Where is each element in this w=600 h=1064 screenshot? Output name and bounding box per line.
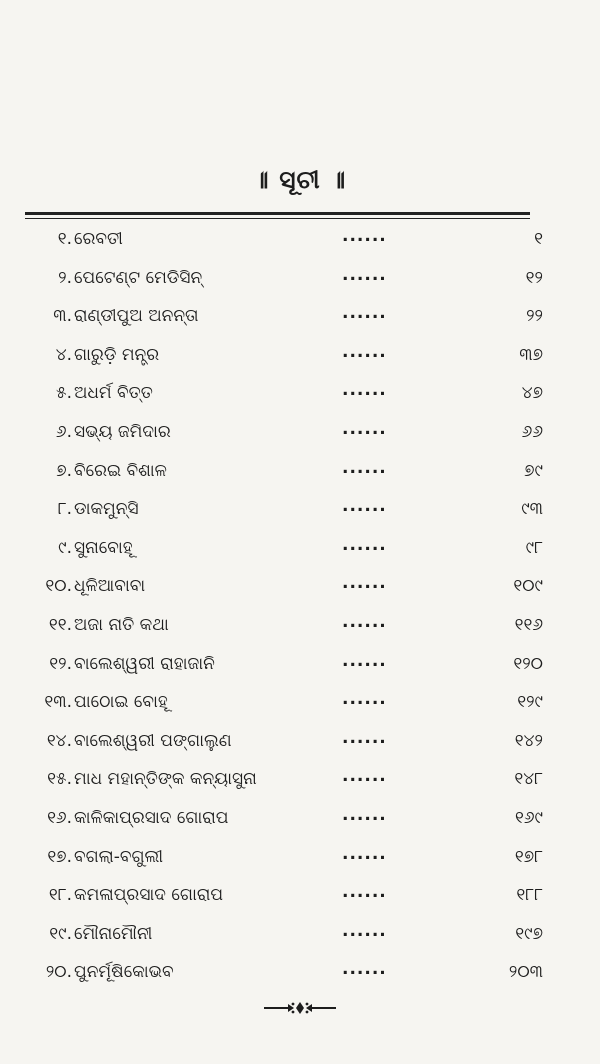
toc-entry-page: ୧୨୦ <box>513 653 543 674</box>
toc-entry <box>0 261 600 300</box>
toc-entry-number: ୬. <box>55 421 72 442</box>
toc-entry-leader: ...... <box>342 496 387 517</box>
toc-entry-leader: ...... <box>342 573 387 594</box>
toc-entry-title: ଗାରୁଡ଼ି ମନ୍ତ୍ର <box>74 344 160 365</box>
toc-entry <box>0 338 600 377</box>
toc-entry-title: ସଭ୍ୟ ଜମିଦାର <box>74 421 171 442</box>
toc-entry-title: କାଳିକାପ୍ରସାଦ ଗୋରାପ <box>74 807 229 828</box>
toc-entry-title: ଧୂଳିଆବାବା <box>74 576 146 597</box>
toc-entry <box>0 492 600 531</box>
title-rule-thick <box>25 212 530 215</box>
toc-entry-leader: ...... <box>342 650 387 671</box>
toc-entry-leader: ...... <box>342 341 387 362</box>
toc-entry-title: ସୁନାବୋହୂ <box>74 537 133 558</box>
toc-entry-leader: ...... <box>342 882 387 903</box>
toc-entry-leader: ...... <box>342 264 387 285</box>
toc-entry-page: ୯୩ <box>521 499 543 520</box>
toc-entry-leader: ...... <box>342 418 387 439</box>
page-title: ॥ ସୂଚୀ ॥ <box>253 165 347 194</box>
toc-entry-page: ୧୬୯ <box>515 807 543 828</box>
title-rule-thin <box>25 218 530 219</box>
toc-entry-number: ୧୯. <box>49 923 72 944</box>
toc-entry <box>0 801 600 840</box>
toc-entry-title: ବାଲେଶ୍ୱରୀ ପଙ୍ଗାଲୁଣ <box>74 730 232 751</box>
toc-entry-title: ରେବତୀ <box>74 229 123 249</box>
toc-entry-number: ୧. <box>57 229 72 249</box>
toc-entry-page: ୧୨ <box>525 267 543 288</box>
toc-entry <box>0 955 600 994</box>
toc-entry-page: ୧୨୯ <box>517 692 543 713</box>
toc-entry-page: ୯୮ <box>525 537 543 558</box>
toc-entry-number: ୨୦. <box>45 962 72 983</box>
toc-entry-page: ୧୯୭ <box>515 923 543 944</box>
toc-entry-page: ୧ <box>534 229 543 249</box>
toc-entry-title: ମୌନାମୌନୀ <box>74 923 153 944</box>
toc-entry-title: ପେଟେଣ୍ଟ ମେଡିସିନ୍ <box>74 267 203 288</box>
toc-entry-page: ୧୦୯ <box>513 576 543 597</box>
toc-entry-leader: ...... <box>342 843 387 864</box>
toc-entry-title: ବାଲେଶ୍ୱରୀ ରାହାଜାନି <box>74 653 215 674</box>
toc-entry-number: ୧୨. <box>49 653 72 674</box>
toc-entry-leader: ...... <box>342 959 387 980</box>
toc-entry-page: ୧୪୨ <box>514 730 543 751</box>
toc-entry-number: ୨. <box>58 267 72 288</box>
ornament-icon <box>0 1000 600 1019</box>
table-of-contents <box>0 222 600 994</box>
toc-entry-title: ପୁନର୍ମୂଷିକୋଭବ <box>74 962 174 983</box>
toc-entry-title: ବଗଲା-ବଗୁଲୀ <box>74 846 164 867</box>
toc-entry <box>0 917 600 956</box>
toc-entry-leader: ...... <box>342 457 387 478</box>
toc-entry-number: ୧୬. <box>47 807 72 828</box>
toc-entry-number: ୧୧. <box>48 614 72 635</box>
toc-entry-leader: ...... <box>342 611 387 632</box>
toc-entry <box>0 569 600 608</box>
toc-entry-leader: ...... <box>342 689 387 710</box>
toc-entry <box>0 724 600 763</box>
toc-entry-number: ୧୦. <box>45 576 72 597</box>
toc-entry-number: ୧୮. <box>48 885 72 906</box>
toc-entry <box>0 647 600 686</box>
toc-entry-page: ୨୨ <box>526 306 543 327</box>
toc-entry-number: ୯. <box>58 537 72 558</box>
toc-entry-title: ମାଧ ମହାନ୍ତିଙ୍କ କନ୍ୟାସୁନା <box>74 769 257 790</box>
toc-entry-number: ୮. <box>57 499 72 520</box>
toc-entry-title: ଡାକମୁନ୍‌ସି <box>74 499 139 520</box>
toc-entry-leader: ...... <box>342 920 387 941</box>
toc-entry <box>0 531 600 570</box>
toc-entry-leader: ...... <box>342 727 387 748</box>
toc-entry-page: ୧୪୮ <box>514 769 543 790</box>
toc-entry-number: ୪. <box>55 344 72 365</box>
toc-entry-leader: ...... <box>342 804 387 825</box>
toc-entry-number: ୭. <box>56 460 72 481</box>
toc-entry <box>0 608 600 647</box>
toc-entry-number: ୧୫. <box>47 769 72 790</box>
toc-entry <box>0 415 600 454</box>
toc-entry <box>0 685 600 724</box>
toc-entry-title: କମଳାପ୍ରସାଦ ଗୋରାପ <box>74 885 224 906</box>
toc-entry-number: ୩. <box>53 306 72 327</box>
toc-entry <box>0 299 600 338</box>
toc-entry-title: ରାଣ୍ଡୀପୁଅ ଅନନ୍ତା <box>74 306 199 327</box>
toc-entry <box>0 376 600 415</box>
toc-entry-page: ୧୧୬ <box>514 614 543 635</box>
toc-entry-title: ପାଠୋଇ ବୋହୂ <box>74 692 168 713</box>
toc-entry-page: ୧୮୮ <box>516 885 543 906</box>
toc-entry-page: ୩୭ <box>519 344 543 365</box>
toc-entry-number: ୧୭. <box>47 846 72 867</box>
toc-entry <box>0 454 600 493</box>
toc-entry-page: ୪୭ <box>521 383 543 404</box>
toc-entry-number: ୫. <box>55 383 72 404</box>
toc-entry <box>0 878 600 917</box>
toc-entry <box>0 840 600 879</box>
toc-entry-page: ୧୭୮ <box>514 846 543 867</box>
toc-entry-leader: ...... <box>342 380 387 401</box>
toc-entry-title: ବିରେଇ ବିଶାଳ <box>74 460 167 481</box>
toc-entry-title: ଅଧର୍ମ ବିତ୍ତ <box>74 383 153 404</box>
toc-entry-leader: ...... <box>342 534 387 555</box>
toc-entry-title: ଅଜା ନାତି କଥା <box>74 614 169 635</box>
toc-entry-leader: ...... <box>342 303 387 324</box>
toc-entry-leader: ...... <box>342 226 387 246</box>
toc-entry <box>0 762 600 801</box>
toc-entry-number: ୧୩. <box>44 692 72 713</box>
toc-entry-leader: ...... <box>342 766 387 787</box>
toc-entry-page: ୬୬ <box>521 421 543 442</box>
toc-entry-page: ୭୯ <box>524 460 543 481</box>
toc-entry <box>0 222 600 261</box>
toc-entry-page: ୨୦୩ <box>508 962 543 983</box>
toc-entry-number: ୧୪. <box>46 730 72 751</box>
